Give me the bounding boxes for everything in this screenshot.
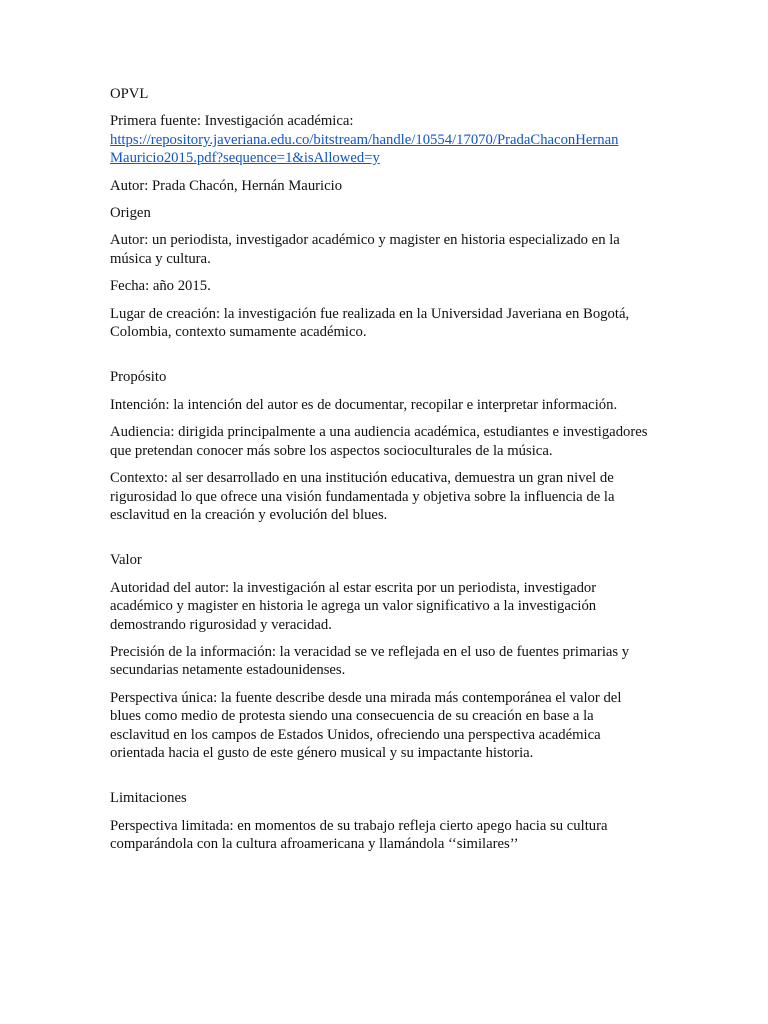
valor-precision: Precisión de la información: la veracidad se ve reflejada en el uso de fuentes primarias y secundarias netamente estadounidenses. (110, 643, 630, 679)
origen-autor: Autor: un periodista, investigador académico y magister en historia especializado en la música y cultura. (110, 232, 620, 267)
document-title: OPVL (110, 86, 149, 102)
limitaciones-perspectiva: Perspectiva limitada: en momentos de su trabajo refleja cierto apego hacia su cultura comparándola con la cultura afroamericana y llamándola ‘‘similares’’ (110, 817, 608, 853)
source-link[interactable] (110, 132, 618, 166)
source-label: Primera fuente: Investigación académica: (110, 113, 354, 130)
section-spacer (110, 350, 655, 368)
proposito-audiencia: Audiencia: dirigida principalmente a una audiencia académica, estudiantes e investigadores que pretendan conocer más sobre los aspectos socioculturales de la música. (110, 424, 648, 459)
source-link-line2: Mauricio2015.pdf?sequence=1&isAllowed=y (110, 150, 380, 167)
section-spacer (110, 771, 655, 789)
valor-autoridad: Autoridad del autor: la investigación al estar escrita por un periodista, investigador académico y magister en historia le agrega un valor significativo a la investigación demostrando rigurosidad y veracidad. (110, 579, 597, 633)
section-spacer (110, 533, 655, 551)
valor-perspectiva: Perspectiva única: la fuente describe desde una mirada más contemporánea el valor del blues como medio de protesta siendo una consecuencia de su creación en base a la esclavitud en los campos de Estados Unidos, ofreciendo una perspectiva académica orientada hacia el gusto de este género musical y su impactante historia. (110, 689, 622, 761)
source-block (110, 112, 655, 167)
section-heading-proposito: Propósito (110, 369, 167, 386)
document-page (110, 85, 655, 863)
origen-lugar: Lugar de creación: la investigación fue realizada en la Universidad Javeriana en Bogotá, Colombia, contexto sumamente académico. (110, 305, 630, 341)
section-heading-limitaciones: Limitaciones (110, 790, 187, 807)
section-heading-valor: Valor (110, 552, 142, 569)
section-heading-origen: Origen (110, 205, 151, 222)
origen-fecha: Fecha: año 2015. (110, 278, 211, 295)
author-line: Autor: Prada Chacón, Hernán Mauricio (110, 177, 343, 194)
proposito-contexto: Contexto: al ser desarrollado en una institución educativa, demuestra un gran nivel de rigurosidad lo que ofrece una visión fundamentada y objetiva sobre la influencia de la esclavitud en la creación y evolución del blues. (110, 470, 615, 523)
proposito-intencion: Intención: la intención del autor es de documentar, recopilar e interpretar información. (110, 396, 618, 413)
source-link-line1: https://repository.javeriana.edu.co/bitstream/handle/10554/17070/PradaChaconHernan (110, 131, 619, 148)
